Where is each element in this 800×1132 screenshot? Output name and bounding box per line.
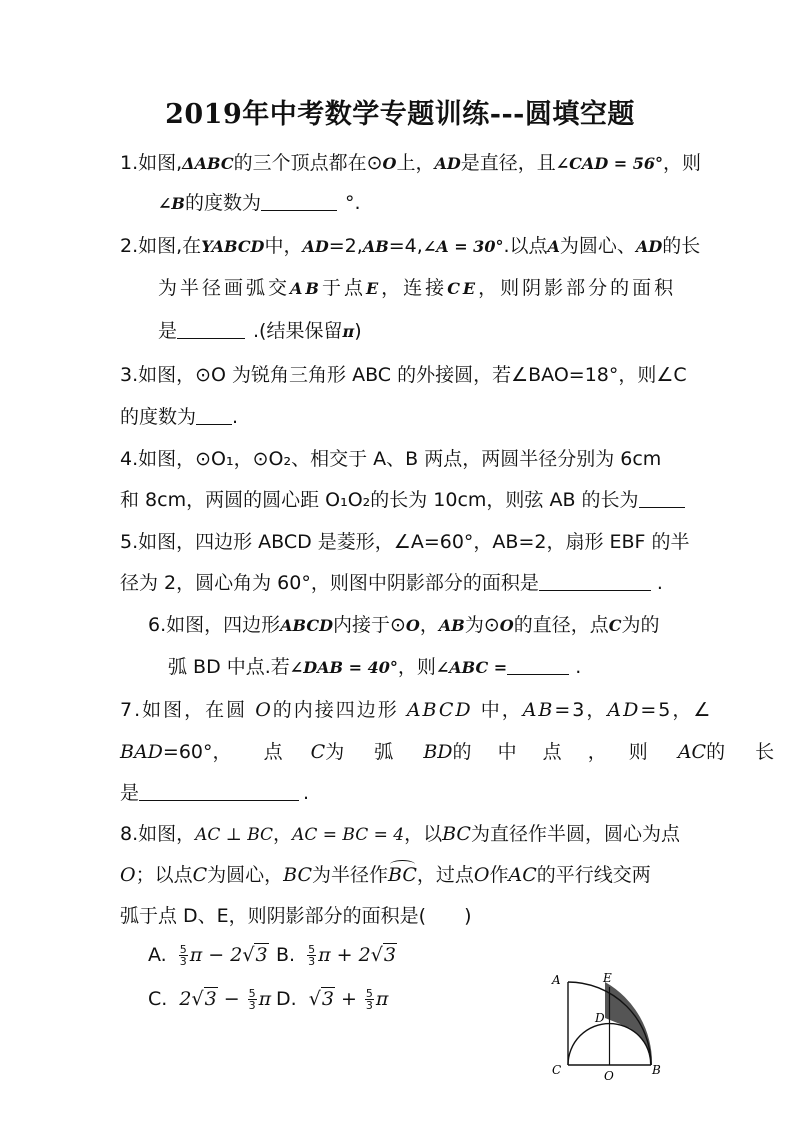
q3-line2: 的度数为 . <box>120 406 239 428</box>
answer-blank[interactable] <box>639 489 685 508</box>
q1-line2: ∠B的度数为 °. <box>158 192 361 214</box>
label-C: C <box>552 1063 562 1077</box>
q2-line3: 是 .(结果保留π) <box>158 320 362 342</box>
q8-line1: 8.如图，AC ⊥ BC，AC = BC = 4，以BC为直径作半圆，圆心为点 <box>120 823 680 845</box>
answer-blank[interactable] <box>539 572 651 591</box>
q3-line1: 3.如图，⊙O 为锐角三角形 ABC 的外接圆，若∠BAO=18°，则∠C <box>120 364 687 386</box>
q7-line3: 是 . <box>120 782 310 804</box>
option-c[interactable]: C. 2√3 − $\frac{5}{3}$ π <box>148 987 272 1012</box>
answer-blank[interactable] <box>139 782 299 801</box>
q4-line1: 4.如图，⊙O₁，⊙O₂、相交于 A、B 两点，两圆半径分别为 6cm <box>120 448 662 470</box>
q5-line2: 径为 2，圆心角为 60°，则图中阴影部分的面积是 . <box>120 572 663 594</box>
answer-blank[interactable] <box>261 192 337 211</box>
answer-blank[interactable] <box>196 406 232 425</box>
q8-line3: 弧于点 D、E，则阴影部分的面积是( ) <box>120 905 472 927</box>
q2-line2: 为半径画弧交AB于点E，连接CE，则阴影部分的面积 <box>158 277 677 299</box>
label-E: E <box>603 971 612 985</box>
q1-line1: 1.如图,ΔABC的三个顶点都在⊙O上，AD是直径，且∠CAD = 56°，则 <box>120 152 702 174</box>
label-O: O <box>604 1069 614 1083</box>
label-D: D <box>595 1011 605 1025</box>
option-d[interactable]: D. √3 + $\frac{5}{3}$ π <box>276 987 389 1012</box>
answer-blank[interactable] <box>177 320 245 339</box>
option-a[interactable]: A. $\frac{5}{3}$ π − 2√3 <box>148 943 268 968</box>
q7-line1: 7.如图，在圆 O的内接四边形 ABCD 中，AB=3，AD=5，∠ <box>120 699 713 721</box>
q8-line2: O；以点C为圆心，BC为半径作BC，过点O作AC的平行线交两 <box>120 864 651 886</box>
geometry-figure <box>540 970 670 1085</box>
option-b[interactable]: B. $\frac{5}{3}$ π + 2√3 <box>276 943 396 968</box>
q2-line1: 2.如图,在YABCD中，AD=2,AB=4,∠A = 30°.以点A为圆心、AD的长 <box>120 235 701 257</box>
label-B: B <box>652 1063 661 1077</box>
answer-blank[interactable] <box>507 656 569 675</box>
arc-bc: BC <box>388 864 417 886</box>
label-A: A <box>552 973 561 987</box>
q6-line2: 弧 BD 中点.若∠DAB = 40°，则∠ABC = . <box>168 656 582 678</box>
q6-line1: 6.如图，四边形ABCD内接于⊙O，AB为⊙O的直径，点C为的 <box>148 614 660 636</box>
q7-line2: BAD=60°， 点 C为 弧 BD的 中 点 ， 则 AC的 长 <box>120 741 775 763</box>
page-title: 2019年中考数学专题训练---圆填空题 <box>165 99 635 130</box>
q5-line1: 5.如图，四边形 ABCD 是菱形，∠A=60°，AB=2，扇形 EBF 的半 <box>120 531 690 553</box>
q4-line2: 和 8cm，两圆的圆心距 O₁O₂的长为 10cm，则弦 AB 的长为 <box>120 489 685 512</box>
